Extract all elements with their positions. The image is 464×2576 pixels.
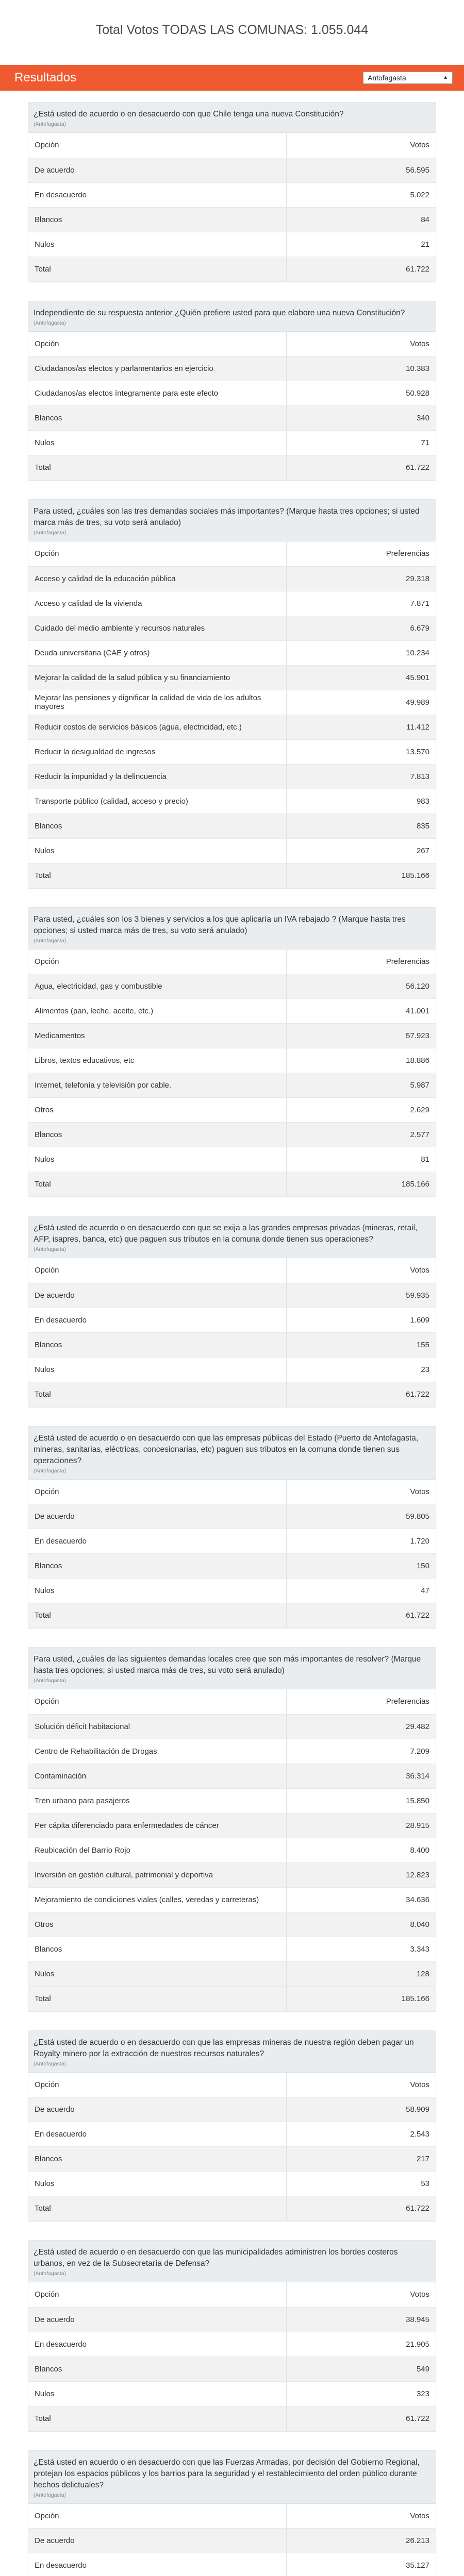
row-option-label: Nulos [28, 431, 286, 455]
row-option-label: Deuda universitaria (CAE y otros) [28, 640, 286, 665]
table-header-row [28, 1480, 436, 1504]
table-row [28, 431, 436, 455]
row-vote-count: 2.629 [286, 1098, 436, 1123]
question-block [28, 1426, 436, 1629]
table-row [28, 207, 436, 232]
total-row [28, 1172, 436, 1197]
row-vote-count: 23 [286, 1357, 436, 1382]
results-table [28, 1689, 436, 2011]
row-option-label: Contaminación [28, 1764, 286, 1788]
row-option-label: Libros, textos educativos, etc [28, 1048, 286, 1073]
question-block [28, 301, 436, 481]
row-vote-count: 35.127 [286, 2553, 436, 2576]
total-label: Total [28, 257, 286, 281]
table-row [28, 715, 436, 739]
table-row [28, 406, 436, 431]
row-option-label: Nulos [28, 1357, 286, 1382]
row-option-label: Mejorar la calidad de la salud pública y su financiamiento [28, 665, 286, 690]
table-header-row [28, 133, 436, 158]
table-row [28, 2122, 436, 2147]
row-vote-count: 53 [286, 2172, 436, 2196]
table-row [28, 1862, 436, 1887]
table-header-row [28, 1258, 436, 1283]
row-option-label: Otros [28, 1912, 286, 1937]
row-vote-count: 155 [286, 1332, 436, 1357]
row-vote-count: 81 [286, 1147, 436, 1172]
results-table [28, 2073, 436, 2222]
table-row [28, 1813, 436, 1838]
question-text: ¿Está usted de acuerdo o en desacuerdo con que las municipalidades administren los bordes costeros urbanos, en vez de la Subsecretaría de Defensa? [34, 2248, 398, 2268]
row-option-label: En desacuerdo [28, 182, 286, 207]
table-row [28, 381, 436, 406]
table-row [28, 838, 436, 863]
row-option-label: En desacuerdo [28, 2553, 286, 2576]
table-row [28, 1283, 436, 1308]
table-row [28, 1788, 436, 1813]
total-label: Total [28, 1172, 286, 1197]
table-header-row [28, 1689, 436, 1714]
table-row [28, 974, 436, 999]
table-header-row [28, 541, 436, 566]
results-table [28, 2282, 436, 2431]
column-header-option: Opción [28, 2504, 286, 2529]
row-option-label: Reducir la desigualdad de ingresos [28, 739, 286, 764]
row-option-label: Acceso y calidad de la vivienda [28, 591, 286, 616]
row-vote-count: 5.022 [286, 182, 436, 207]
table-row [28, 1714, 436, 1739]
question-block [28, 2450, 436, 2576]
question-header [28, 1648, 436, 1689]
results-table [28, 1258, 436, 1407]
column-header-value: Votos [286, 2073, 436, 2097]
row-option-label: De acuerdo [28, 2097, 286, 2122]
question-list [0, 102, 464, 2576]
results-table [28, 1480, 436, 1629]
results-table [28, 133, 436, 282]
row-option-label: De acuerdo [28, 1504, 286, 1529]
total-value: 61.722 [286, 455, 436, 480]
row-vote-count: 3.343 [286, 1937, 436, 1961]
column-header-value: Votos [286, 332, 436, 357]
row-option-label: Tren urbano para pasajeros [28, 1788, 286, 1813]
page-title: Total Votos TODAS LAS COMUNAS: 1.055.044 [95, 23, 369, 37]
total-label: Total [28, 2196, 286, 2221]
row-option-label: Reducir la impunidad y la delincuencia [28, 764, 286, 789]
row-vote-count: 835 [286, 814, 436, 838]
table-row [28, 616, 436, 640]
question-block [28, 102, 436, 282]
question-text: ¿Está usted de acuerdo o en desacuerdo con que las empresas mineras de nuestra región deben pagar un Royalty minero por la extracción de nuestros recursos naturales? [34, 2038, 414, 2058]
row-vote-count: 217 [286, 2147, 436, 2172]
table-row [28, 665, 436, 690]
table-row [28, 2553, 436, 2576]
table-row [28, 2381, 436, 2406]
column-header-option: Opción [28, 332, 286, 357]
row-vote-count: 21 [286, 232, 436, 257]
row-option-label: Blancos [28, 1554, 286, 1579]
total-value: 185.166 [286, 1986, 436, 2011]
column-header-value: Votos [286, 2504, 436, 2529]
column-header-option: Opción [28, 133, 286, 158]
row-vote-count: 13.570 [286, 739, 436, 764]
column-header-value: Votos [286, 2282, 436, 2307]
row-option-label: Blancos [28, 1332, 286, 1357]
row-vote-count: 340 [286, 406, 436, 431]
row-vote-count: 2.577 [286, 1123, 436, 1147]
total-label: Total [28, 1382, 286, 1406]
question-header [28, 301, 436, 332]
row-option-label: Blancos [28, 2147, 286, 2172]
table-row [28, 2357, 436, 2381]
row-vote-count: 6.679 [286, 616, 436, 640]
total-row [28, 1382, 436, 1406]
table-row [28, 2332, 436, 2357]
row-vote-count: 7.871 [286, 591, 436, 616]
question-header [28, 103, 436, 133]
row-vote-count: 323 [286, 2381, 436, 2406]
question-text: Para usted, ¿cuáles son las tres demandas sociales más importantes? (Marque hasta tres opciones; si usted marca más de tres, su voto será anulado) [34, 507, 420, 527]
question-region: (Antofagasta) [34, 937, 67, 944]
row-vote-count: 15.850 [286, 1788, 436, 1813]
row-vote-count: 21.905 [286, 2332, 436, 2357]
row-vote-count: 26.213 [286, 2529, 436, 2553]
total-label: Total [28, 1986, 286, 2011]
question-text: ¿Está usted de acuerdo o en desacuerdo con que las empresas públicas del Estado (Puerto de Antofagasta, mineras, sanitarias, eléctricas, concesionarias, etc) paguen sus tributos en la comuna donde tienen sus operaciones? [34, 1433, 419, 1465]
total-row [28, 2196, 436, 2221]
table-row [28, 999, 436, 1024]
row-option-label: Medicamentos [28, 1024, 286, 1048]
results-table [28, 541, 436, 888]
table-row [28, 158, 436, 182]
table-row [28, 764, 436, 789]
table-row [28, 1147, 436, 1172]
row-option-label: Otros [28, 1098, 286, 1123]
row-option-label: Blancos [28, 814, 286, 838]
row-vote-count: 57.923 [286, 1024, 436, 1048]
table-row [28, 232, 436, 257]
row-vote-count: 56.595 [286, 158, 436, 182]
total-label: Total [28, 455, 286, 480]
column-header-value: Votos [286, 133, 436, 158]
question-region: (Antofagasta) [34, 319, 67, 326]
row-vote-count: 549 [286, 2357, 436, 2381]
row-vote-count: 50.928 [286, 381, 436, 406]
row-vote-count: 10.383 [286, 357, 436, 381]
row-vote-count: 983 [286, 789, 436, 814]
row-vote-count: 11.412 [286, 715, 436, 739]
total-row [28, 257, 436, 281]
question-region: (Antofagasta) [34, 2492, 67, 2498]
total-row [28, 863, 436, 888]
row-vote-count: 34.636 [286, 1887, 436, 1912]
column-header-option: Opción [28, 2282, 286, 2307]
question-region: (Antofagasta) [34, 530, 67, 536]
total-label: Total [28, 2406, 286, 2431]
row-vote-count: 28.915 [286, 1813, 436, 1838]
row-vote-count: 8.040 [286, 1912, 436, 1937]
results-table [28, 950, 436, 1197]
row-option-label: En desacuerdo [28, 1308, 286, 1332]
row-option-label: Reducir costos de servicios básicos (agua, electricidad, etc.) [28, 715, 286, 739]
row-vote-count: 49.989 [286, 690, 436, 715]
column-header-option: Opción [28, 1689, 286, 1714]
row-option-label: Nulos [28, 2381, 286, 2406]
row-option-label: Blancos [28, 207, 286, 232]
question-text: ¿Está usted en acuerdo o en desacuerdo con que las Fuerzas Armadas, por decisión del Gobierno Regional, protejan los espacios públicos y los barrios para la seguridad y el restablecimiento del orden público durante hechos delictuales? [34, 2458, 420, 2489]
row-option-label: Ciudadanos/as electos íntegramente para este efecto [28, 381, 286, 406]
column-header-option: Opción [28, 1480, 286, 1504]
table-row [28, 2172, 436, 2196]
row-vote-count: 8.400 [286, 1838, 436, 1862]
table-header-row [28, 950, 436, 974]
total-value: 61.722 [286, 1382, 436, 1406]
row-option-label: Mejorar las pensiones y dignificar la calidad de vida de los adultos mayores [28, 690, 286, 715]
table-row [28, 1098, 436, 1123]
table-row [28, 1529, 436, 1554]
row-option-label: Centro de Rehabilitación de Drogas [28, 1739, 286, 1764]
total-row [28, 1986, 436, 2011]
table-row [28, 1073, 436, 1098]
row-option-label: Nulos [28, 232, 286, 257]
question-text: ¿Está usted de acuerdo o en desacuerdo con que se exija a las grandes empresas privadas (mineras, retail, AFP, isapres, banca, etc) que paguen sus tributos en la comuna donde tienen sus operaciones? [34, 1224, 418, 1244]
table-row [28, 1123, 436, 1147]
total-value: 61.722 [286, 2406, 436, 2431]
table-row [28, 1961, 436, 1986]
row-vote-count: 7.209 [286, 1739, 436, 1764]
question-region: (Antofagasta) [34, 1246, 67, 1252]
question-block [28, 499, 436, 889]
total-value: 61.722 [286, 1603, 436, 1628]
row-option-label: Per cápita diferenciado para enfermedades de cáncer [28, 1813, 286, 1838]
row-vote-count: 5.987 [286, 1073, 436, 1098]
table-row [28, 1838, 436, 1862]
question-header [28, 2241, 436, 2282]
row-vote-count: 41.001 [286, 999, 436, 1024]
row-vote-count: 59.935 [286, 1283, 436, 1308]
table-row [28, 1912, 436, 1937]
row-option-label: Blancos [28, 2357, 286, 2381]
total-value: 61.722 [286, 257, 436, 281]
column-header-value: Preferencias [286, 950, 436, 974]
row-option-label: Internet, telefonía y televisión por cable. [28, 1073, 286, 1098]
row-vote-count: 84 [286, 207, 436, 232]
row-option-label: Ciudadanos/as electos y parlamentarios en ejercicio [28, 357, 286, 381]
table-row [28, 2097, 436, 2122]
table-row [28, 640, 436, 665]
row-option-label: Acceso y calidad de la educación pública [28, 566, 286, 591]
table-row [28, 2307, 436, 2332]
row-option-label: Blancos [28, 406, 286, 431]
row-option-label: Nulos [28, 1961, 286, 1986]
table-row [28, 1937, 436, 1961]
results-header-bar [0, 65, 464, 91]
question-text: Para usted, ¿cuáles de las siguientes demandas locales cree que son más importantes de resolver? (Marque hasta tres opciones; si usted marca más de tres, su voto será anulado) [34, 1655, 421, 1675]
table-row [28, 566, 436, 591]
total-value: 185.166 [286, 863, 436, 888]
table-row [28, 1504, 436, 1529]
table-row [28, 1554, 436, 1579]
column-header-option: Opción [28, 950, 286, 974]
table-row [28, 814, 436, 838]
row-vote-count: 56.120 [286, 974, 436, 999]
row-option-label: Nulos [28, 1147, 286, 1172]
row-option-label: Inversión en gestión cultural, patrimonial y deportiva [28, 1862, 286, 1887]
question-header [28, 2031, 436, 2073]
row-option-label: De acuerdo [28, 2529, 286, 2553]
table-row [28, 789, 436, 814]
column-header-option: Opción [28, 2073, 286, 2097]
question-header [28, 2451, 436, 2504]
question-header [28, 1427, 436, 1480]
total-row [28, 455, 436, 480]
column-header-option: Opción [28, 541, 286, 566]
table-row [28, 1739, 436, 1764]
table-header-row [28, 332, 436, 357]
question-text: Independiente de su respuesta anterior ¿Quién prefiere usted para que elabore una nueva Constitución? [34, 308, 405, 317]
row-option-label: Blancos [28, 1123, 286, 1147]
row-option-label: Nulos [28, 2172, 286, 2196]
table-row [28, 1024, 436, 1048]
column-header-value: Votos [286, 1480, 436, 1504]
region-select-value: Antofagasta [368, 74, 406, 82]
column-header-value: Preferencias [286, 1689, 436, 1714]
table-row [28, 1048, 436, 1073]
table-row [28, 2147, 436, 2172]
column-header-value: Votos [286, 1258, 436, 1283]
section-title: Resultados [14, 71, 77, 84]
row-vote-count: 59.805 [286, 1504, 436, 1529]
total-row [28, 1603, 436, 1628]
question-region: (Antofagasta) [34, 121, 67, 127]
row-vote-count: 47 [286, 1579, 436, 1603]
row-vote-count: 1.609 [286, 1308, 436, 1332]
column-header-value: Preferencias [286, 541, 436, 566]
question-region: (Antofagasta) [34, 2270, 67, 2277]
row-option-label: En desacuerdo [28, 1529, 286, 1554]
row-option-label: De acuerdo [28, 2307, 286, 2332]
table-row [28, 591, 436, 616]
row-vote-count: 2.543 [286, 2122, 436, 2147]
table-row [28, 1887, 436, 1912]
total-value: 185.166 [286, 1172, 436, 1197]
question-region: (Antofagasta) [34, 1467, 67, 1474]
table-row [28, 2529, 436, 2553]
row-vote-count: 267 [286, 838, 436, 863]
row-option-label: Alimentos (pan, leche, aceite, etc.) [28, 999, 286, 1024]
question-region: (Antofagasta) [34, 1677, 67, 1684]
table-header-row [28, 2073, 436, 2097]
question-block [28, 2030, 436, 2222]
row-vote-count: 58.909 [286, 2097, 436, 2122]
question-region: (Antofagasta) [34, 2060, 67, 2067]
row-option-label: Blancos [28, 1937, 286, 1961]
row-option-label: En desacuerdo [28, 2122, 286, 2147]
row-option-label: Reubicación del Barrio Rojo [28, 1838, 286, 1862]
row-option-label: Solución déficit habitacional [28, 1714, 286, 1739]
table-row [28, 1764, 436, 1788]
results-table [28, 2504, 436, 2576]
table-row [28, 357, 436, 381]
table-row [28, 1332, 436, 1357]
row-option-label: Mejoramiento de condiciones viales (calles, veredas y carreteras) [28, 1887, 286, 1912]
row-vote-count: 71 [286, 431, 436, 455]
table-row [28, 182, 436, 207]
row-vote-count: 38.945 [286, 2307, 436, 2332]
row-vote-count: 18.886 [286, 1048, 436, 1073]
row-vote-count: 1.720 [286, 1529, 436, 1554]
row-option-label: De acuerdo [28, 1283, 286, 1308]
question-text: ¿Está usted de acuerdo o en desacuerdo con que Chile tenga una nueva Constitución? [34, 110, 344, 118]
table-header-row [28, 2282, 436, 2307]
row-option-label: De acuerdo [28, 158, 286, 182]
row-option-label: Nulos [28, 838, 286, 863]
question-header [28, 500, 436, 541]
row-vote-count: 36.314 [286, 1764, 436, 1788]
total-label: Total [28, 863, 286, 888]
table-row [28, 1579, 436, 1603]
row-option-label: Cuidado del medio ambiente y recursos naturales [28, 616, 286, 640]
row-option-label: En desacuerdo [28, 2332, 286, 2357]
region-select[interactable] [363, 72, 453, 84]
row-option-label: Agua, electricidad, gas y combustible [28, 974, 286, 999]
table-row [28, 1308, 436, 1332]
question-block [28, 907, 436, 1198]
column-header-option: Opción [28, 1258, 286, 1283]
row-option-label: Nulos [28, 1579, 286, 1603]
table-header-row [28, 2504, 436, 2529]
total-label: Total [28, 1603, 286, 1628]
chevron-updown-icon: ▲︎ [443, 75, 448, 80]
question-block [28, 2240, 436, 2432]
row-option-label: Transporte público (calidad, acceso y precio) [28, 789, 286, 814]
question-header [28, 1216, 436, 1258]
question-header [28, 908, 436, 950]
row-vote-count: 45.901 [286, 665, 436, 690]
question-block [28, 1647, 436, 2012]
row-vote-count: 29.482 [286, 1714, 436, 1739]
row-vote-count: 7.813 [286, 764, 436, 789]
results-table [28, 332, 436, 481]
table-row [28, 690, 436, 715]
row-vote-count: 10.234 [286, 640, 436, 665]
total-value: 61.722 [286, 2196, 436, 2221]
question-block [28, 1216, 436, 1408]
question-text: Para usted, ¿cuáles son los 3 bienes y servicios a los que aplicaría un IVA rebajado ? (Marque hasta tres opciones; si usted marca más de tres, su voto será anulado) [34, 914, 406, 935]
row-vote-count: 128 [286, 1961, 436, 1986]
row-vote-count: 29.318 [286, 566, 436, 591]
table-row [28, 739, 436, 764]
row-vote-count: 12.823 [286, 1862, 436, 1887]
row-vote-count: 150 [286, 1554, 436, 1579]
table-row [28, 1357, 436, 1382]
total-row [28, 2406, 436, 2431]
